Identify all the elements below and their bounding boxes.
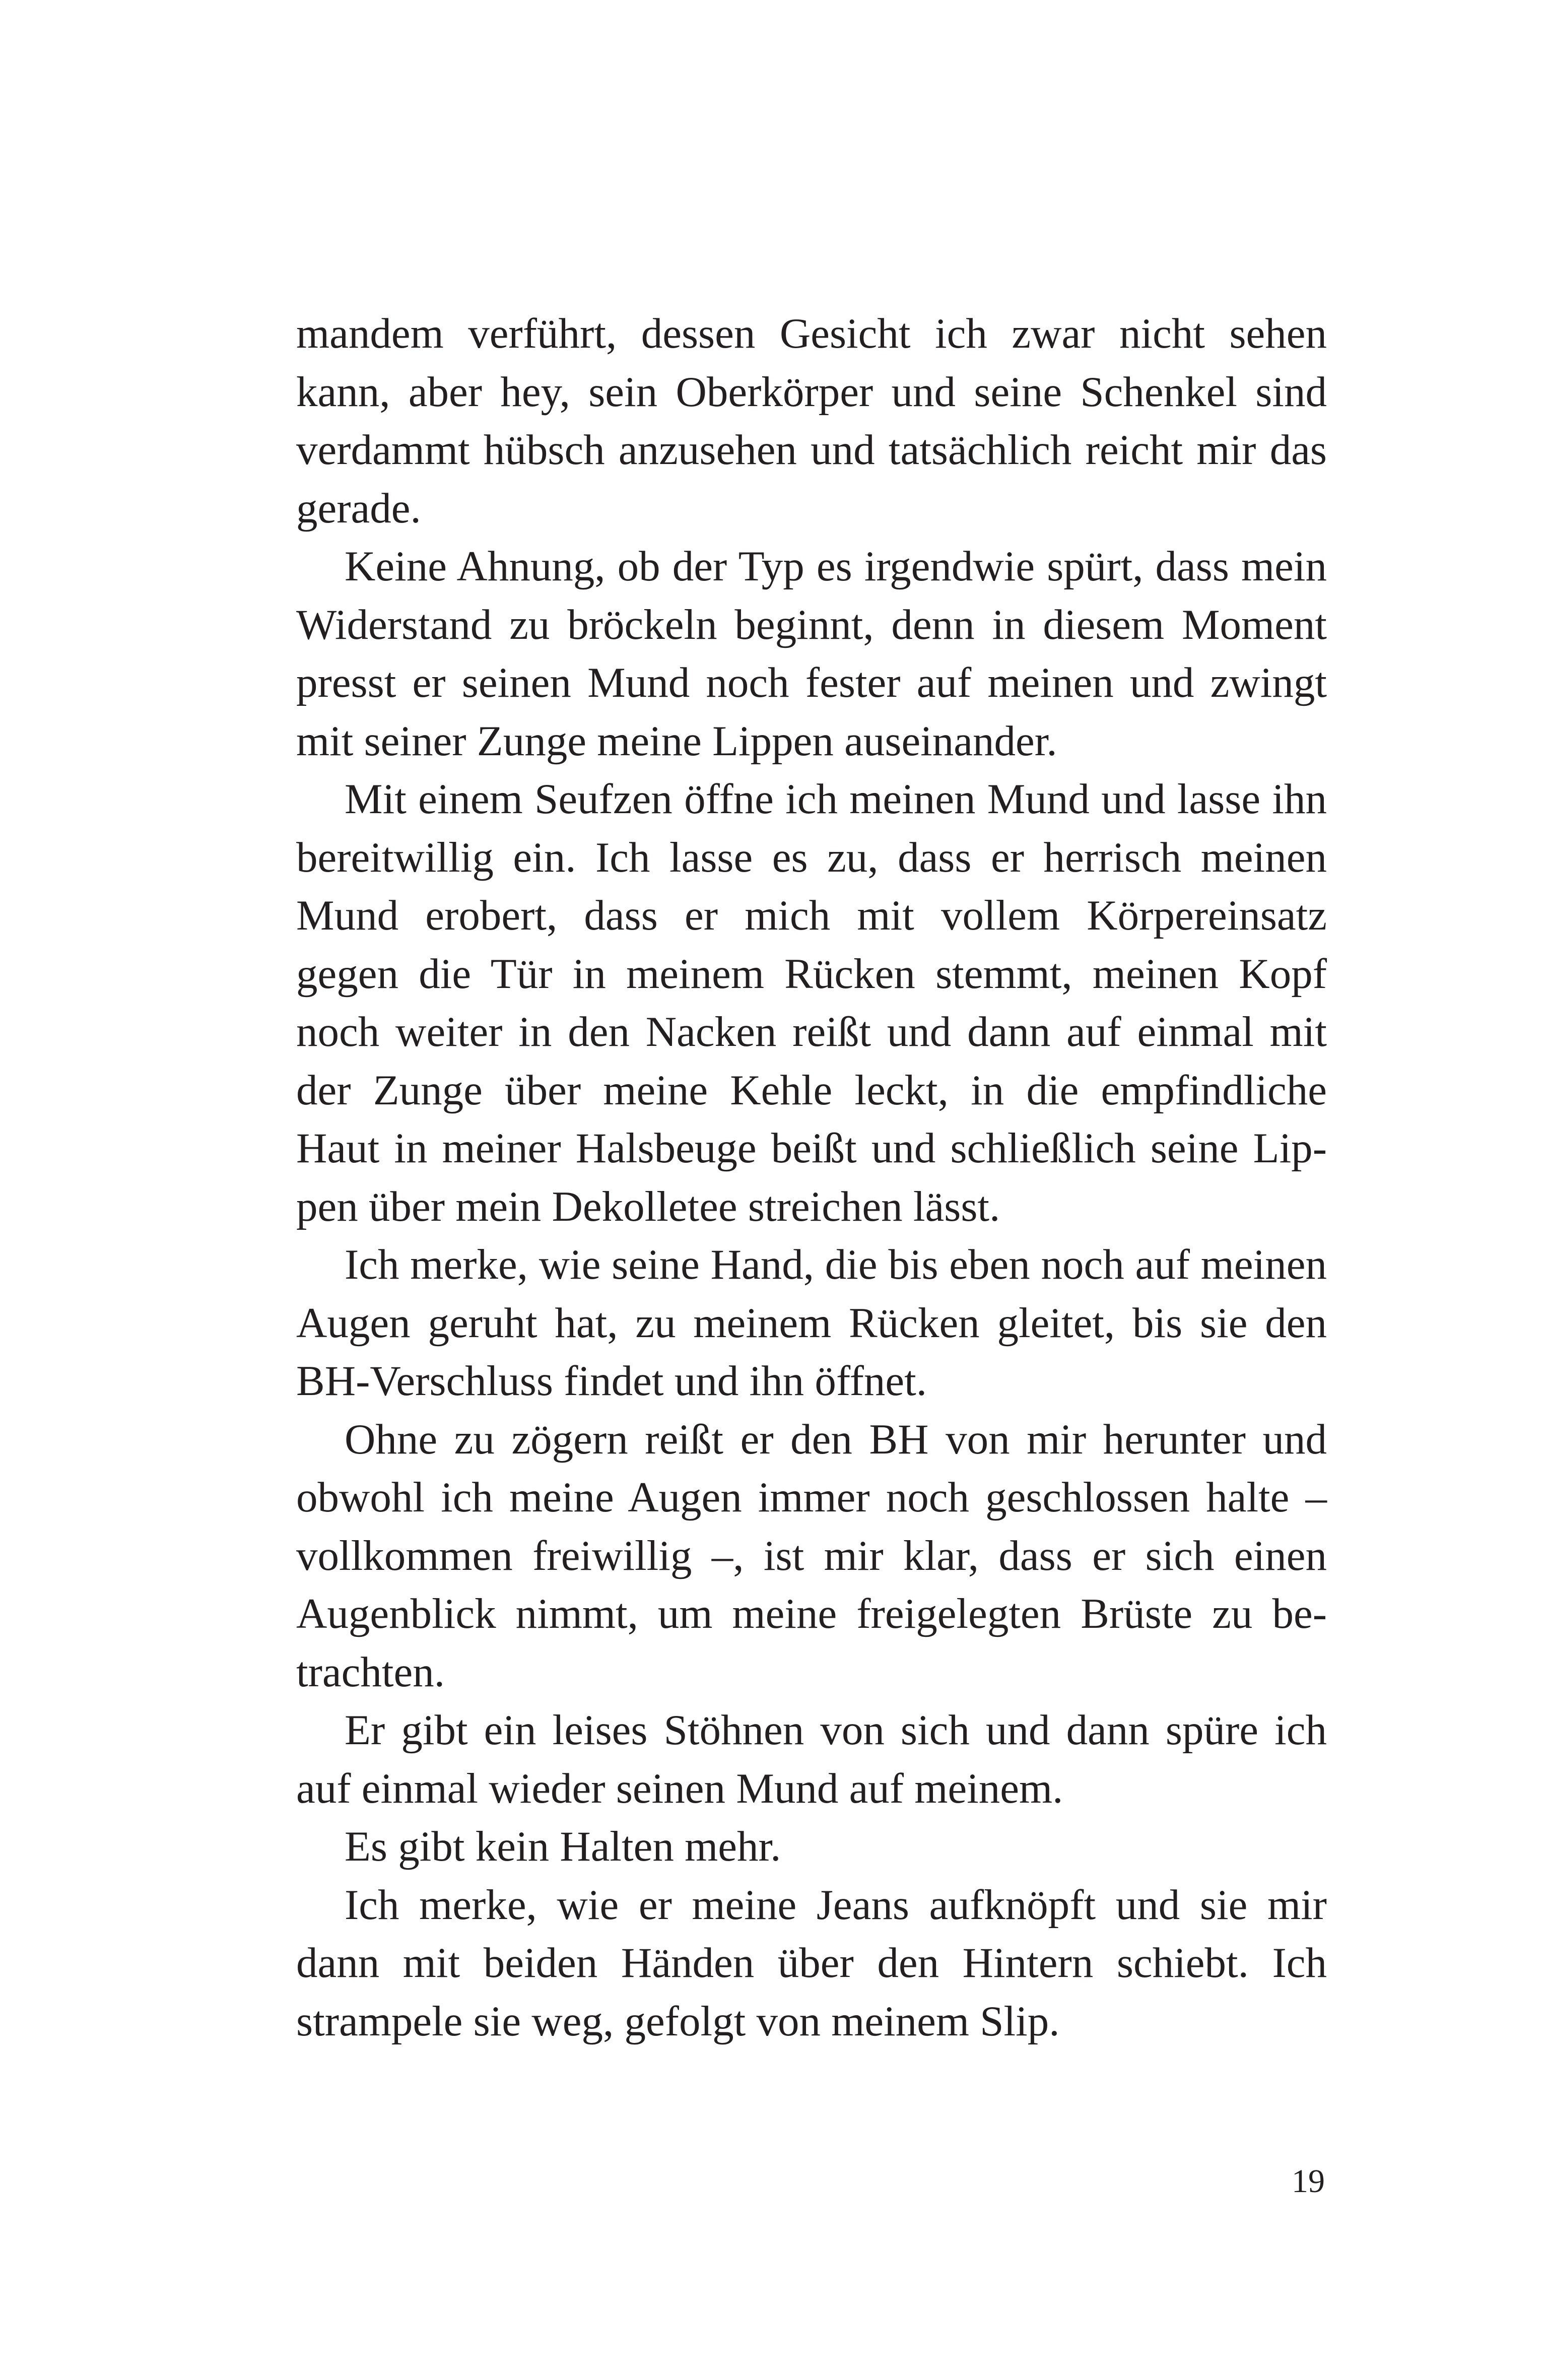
paragraph: Es gibt kein Halten mehr. [345,1823,781,1870]
paragraph: Mit einem Seufzen öffne ich meinen Mund und lasse ihn bereitwillig ein. Ich lasse es zu, dass er herrisch meinen Mund erobert, dass er mich mit vollem Körpereinsatz gegen die Tür in meinem Rücken stemmt, meinen Kopf noch weiter in den Nacken reißt und dann auf einmal mit der Zunge über meine Kehle leckt, in die empfindliche Haut in meiner Halsbeuge beißt und schließlich seine Lippen über mein Dekolletee streichen lässt. [296,775,1327,1230]
paragraph: Keine Ahnung, ob der Typ es irgendwie spürt, dass mein Widerstand zu bröckeln beginnt, denn in diesem Moment presst er seinen Mund noch fester auf meinen und zwingt mit seiner Zunge meine Lippen auseinander. [296,543,1327,765]
paragraph: Ich merke, wie er meine Jeans aufknöpft und sie mir dann mit beiden Händen über den Hintern schiebt. Ich strampele sie weg, gefolgt von meinem Slip. [296,1881,1327,2045]
paragraph: Er gibt ein leises Stöhnen von sich und dann spüre ich auf einmal wieder seinen Mund auf meinem. [296,1706,1327,1812]
paragraph: mandem verführt, dessen Gesicht ich zwar nicht sehen kann, aber hey, sein Oberkörper und seine Schenkel sind verdammt hübsch anzusehen und tatsächlich reicht mir das gerade. [296,310,1327,532]
body-text [296,305,1327,2051]
paragraph: Ohne zu zögern reißt er den BH von mir herunter und obwohl ich meine Augen immer noch geschlossen halte – vollkommen freiwillig –, ist mir klar, dass er sich einen Augenblick nimmt, um meine freigelegten Brüste zu betrachten. [296,1415,1327,1696]
page-number: 19 [1292,2163,1325,2200]
paragraph: Ich merke, wie seine Hand, die bis eben noch auf meinen Augen geruht hat, zu meinem Rücken gleitet, bis sie den BH-Verschluss findet und ihn öffnet. [296,1241,1327,1405]
